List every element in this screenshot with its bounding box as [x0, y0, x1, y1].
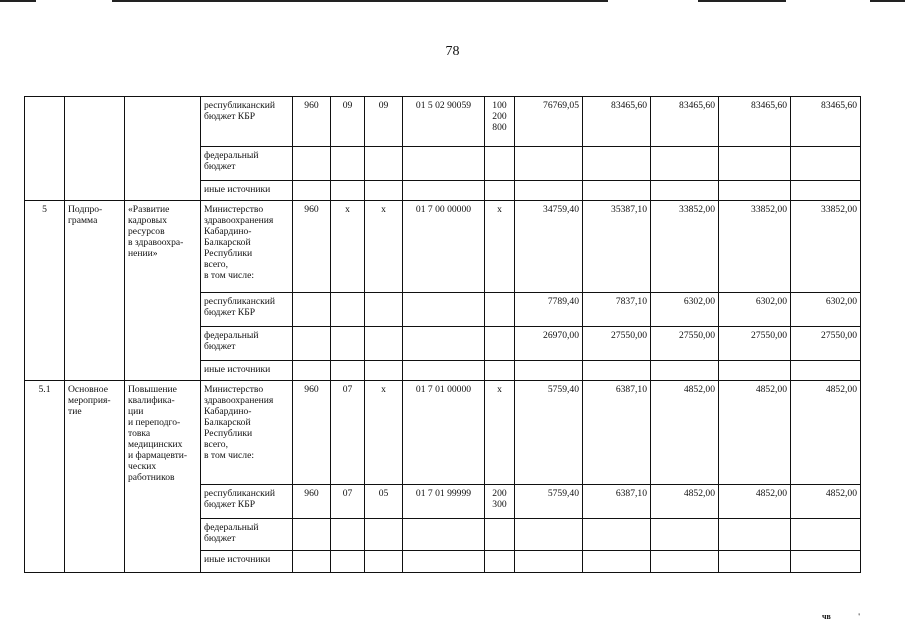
section-code-cell: 07 [331, 485, 365, 519]
section-code-cell [331, 327, 365, 361]
amount-year-5-cell: 6302,00 [791, 293, 861, 327]
subsection-code-cell [365, 361, 403, 381]
target-article-cell [403, 361, 485, 381]
amount-year-5-cell: 83465,60 [791, 97, 861, 147]
target-article-cell: 01 7 01 00000 [403, 381, 485, 485]
expense-type-cell: 100 200 800 [485, 97, 515, 147]
grbs-code-cell: 960 [293, 485, 331, 519]
row-number-cell: 5 [25, 201, 65, 381]
amount-year-3-cell: 27550,00 [651, 327, 719, 361]
amount-year-4-cell: 6302,00 [719, 293, 791, 327]
amount-year-1-cell [515, 519, 583, 551]
target-article-cell [403, 327, 485, 361]
grbs-code-cell [293, 147, 331, 181]
status-cell [65, 97, 125, 201]
grbs-code-cell: 960 [293, 97, 331, 147]
amount-year-1-cell [515, 551, 583, 573]
subsection-code-cell [365, 551, 403, 573]
amount-year-2-cell: 6387,10 [583, 381, 651, 485]
budget-table [24, 96, 861, 573]
funding-source-cell: Министерство здравоохранения Кабардино- Балкарской Республики всего, в том числе: [201, 201, 293, 293]
amount-year-2-cell: 6387,10 [583, 485, 651, 519]
subsection-code-cell: 05 [365, 485, 403, 519]
amount-year-5-cell [791, 147, 861, 181]
grbs-code-cell: 960 [293, 381, 331, 485]
target-article-cell [403, 147, 485, 181]
amount-year-1-cell [515, 361, 583, 381]
scan-edge-line [112, 0, 608, 2]
amount-year-5-cell [791, 181, 861, 201]
expense-type-cell: х [485, 381, 515, 485]
scan-edge-line [698, 0, 786, 2]
expense-type-cell [485, 181, 515, 201]
status-cell: Основное мероприя- тие [65, 381, 125, 573]
expense-type-cell [485, 361, 515, 381]
program-name-cell: Повышение квалифика- ции и переподго- товка медицинских и фармацевти- ческих работников [125, 381, 201, 573]
funding-source-cell: федеральный бюджет [201, 147, 293, 181]
amount-year-4-cell [719, 551, 791, 573]
target-article-cell [403, 181, 485, 201]
target-article-cell: 01 5 02 90059 [403, 97, 485, 147]
page-number: 78 [445, 44, 460, 59]
funding-source-cell: республиканский бюджет КБР [201, 97, 293, 147]
section-code-cell [331, 519, 365, 551]
funding-source-cell: республиканский бюджет КБР [201, 293, 293, 327]
funding-source-cell: федеральный бюджет [201, 519, 293, 551]
amount-year-2-cell: 7837,10 [583, 293, 651, 327]
subsection-code-cell [365, 293, 403, 327]
funding-source-cell: иные источники [201, 181, 293, 201]
table-row [25, 97, 861, 147]
program-name-cell: «Развитие кадровых ресурсов в здравоохра- нении» [125, 201, 201, 381]
target-article-cell: 01 7 01 99999 [403, 485, 485, 519]
amount-year-2-cell [583, 551, 651, 573]
amount-year-4-cell: 4852,00 [719, 485, 791, 519]
amount-year-5-cell: 33852,00 [791, 201, 861, 293]
grbs-code-cell [293, 181, 331, 201]
subsection-code-cell: х [365, 201, 403, 293]
section-code-cell [331, 181, 365, 201]
grbs-code-cell [293, 519, 331, 551]
amount-year-3-cell: 4852,00 [651, 485, 719, 519]
amount-year-5-cell [791, 361, 861, 381]
amount-year-5-cell: 4852,00 [791, 381, 861, 485]
amount-year-5-cell: 27550,00 [791, 327, 861, 361]
amount-year-1-cell [515, 181, 583, 201]
amount-year-3-cell [651, 361, 719, 381]
grbs-code-cell [293, 327, 331, 361]
amount-year-2-cell: 83465,60 [583, 97, 651, 147]
subsection-code-cell [365, 327, 403, 361]
amount-year-1-cell: 34759,40 [515, 201, 583, 293]
amount-year-4-cell: 33852,00 [719, 201, 791, 293]
amount-year-5-cell: 4852,00 [791, 485, 861, 519]
amount-year-3-cell [651, 519, 719, 551]
funding-source-cell: иные источники [201, 551, 293, 573]
section-code-cell [331, 361, 365, 381]
expense-type-cell: 200 300 [485, 485, 515, 519]
amount-year-3-cell: 4852,00 [651, 381, 719, 485]
scan-mark: чв [822, 612, 831, 621]
funding-source-cell: иные источники [201, 361, 293, 381]
amount-year-1-cell: 26970,00 [515, 327, 583, 361]
amount-year-2-cell [583, 147, 651, 181]
grbs-code-cell [293, 293, 331, 327]
table-row [25, 201, 861, 293]
amount-year-1-cell [515, 147, 583, 181]
row-number-cell: 5.1 [25, 381, 65, 573]
subsection-code-cell [365, 147, 403, 181]
amount-year-5-cell [791, 519, 861, 551]
funding-source-cell: республиканский бюджет КБР [201, 485, 293, 519]
amount-year-2-cell [583, 519, 651, 551]
amount-year-1-cell: 7789,40 [515, 293, 583, 327]
amount-year-2-cell [583, 361, 651, 381]
amount-year-4-cell: 27550,00 [719, 327, 791, 361]
grbs-code-cell [293, 551, 331, 573]
amount-year-3-cell [651, 551, 719, 573]
section-code-cell: 09 [331, 97, 365, 147]
expense-type-cell [485, 551, 515, 573]
target-article-cell [403, 551, 485, 573]
section-code-cell: х [331, 201, 365, 293]
section-code-cell [331, 551, 365, 573]
amount-year-1-cell: 5759,40 [515, 381, 583, 485]
subsection-code-cell [365, 181, 403, 201]
target-article-cell: 01 7 00 00000 [403, 201, 485, 293]
amount-year-4-cell [719, 147, 791, 181]
amount-year-3-cell [651, 147, 719, 181]
program-name-cell [125, 97, 201, 201]
expense-type-cell [485, 147, 515, 181]
amount-year-5-cell [791, 551, 861, 573]
amount-year-1-cell: 5759,40 [515, 485, 583, 519]
amount-year-3-cell: 33852,00 [651, 201, 719, 293]
table-row [25, 381, 861, 485]
amount-year-4-cell [719, 361, 791, 381]
scan-mark: ' [858, 612, 861, 621]
status-cell: Подпро- грамма [65, 201, 125, 381]
amount-year-1-cell: 76769,05 [515, 97, 583, 147]
amount-year-4-cell: 4852,00 [719, 381, 791, 485]
target-article-cell [403, 519, 485, 551]
amount-year-4-cell [719, 181, 791, 201]
funding-source-cell: Министерство здравоохранения Кабардино- Балкарской Республики всего, в том числе: [201, 381, 293, 485]
target-article-cell [403, 293, 485, 327]
grbs-code-cell: 960 [293, 201, 331, 293]
amount-year-4-cell [719, 519, 791, 551]
amount-year-2-cell: 27550,00 [583, 327, 651, 361]
section-code-cell: 07 [331, 381, 365, 485]
grbs-code-cell [293, 361, 331, 381]
section-code-cell [331, 147, 365, 181]
expense-type-cell: х [485, 201, 515, 293]
amount-year-3-cell [651, 181, 719, 201]
scan-edge-line [870, 0, 905, 2]
expense-type-cell [485, 519, 515, 551]
subsection-code-cell [365, 519, 403, 551]
funding-source-cell: федеральный бюджет [201, 327, 293, 361]
expense-type-cell [485, 293, 515, 327]
section-code-cell [331, 293, 365, 327]
amount-year-3-cell: 6302,00 [651, 293, 719, 327]
amount-year-2-cell [583, 181, 651, 201]
amount-year-3-cell: 83465,60 [651, 97, 719, 147]
row-number-cell [25, 97, 65, 201]
amount-year-2-cell: 35387,10 [583, 201, 651, 293]
expense-type-cell [485, 327, 515, 361]
subsection-code-cell: 09 [365, 97, 403, 147]
amount-year-4-cell: 83465,60 [719, 97, 791, 147]
subsection-code-cell: х [365, 381, 403, 485]
scan-edge-line [0, 0, 36, 2]
